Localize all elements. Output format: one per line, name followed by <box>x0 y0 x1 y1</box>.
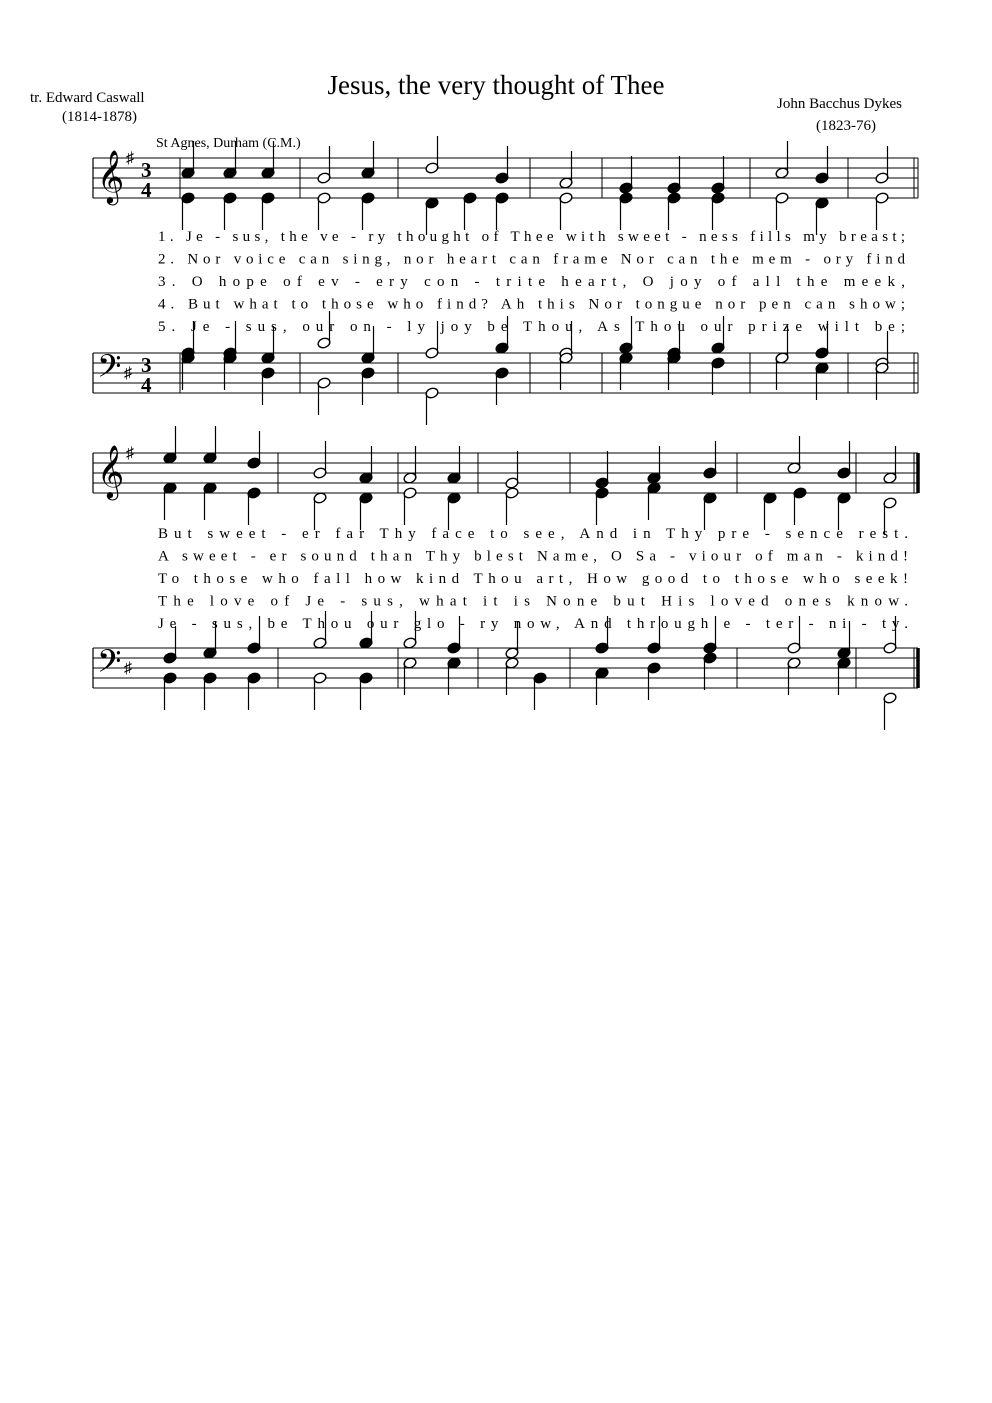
time-sig-lower: 4 <box>141 373 152 397</box>
clefs <box>97 150 124 687</box>
lyric-line-system1-verse-3: 3. O hope of ev - ery con - trite heart, O joy of all the meek, <box>158 274 905 290</box>
treble-clef: 𝄞 <box>97 151 125 202</box>
sharp-icon: ♯ <box>124 660 132 677</box>
lyric-line-system1-verse-1: 1. Je - sus, the ve - ry thought of Thee with sweet - ness fills my breast; <box>158 229 905 245</box>
treble-clef: 𝄞 <box>97 446 125 497</box>
lyric-line-system1-verse-2: 2. Nor voice can sing, nor heart can frame Nor can the mem - ory find <box>158 251 905 268</box>
translator-credit: tr. Edward Caswall <box>30 90 145 106</box>
lyric-line-system2-verse-1: But sweet - er far Thy face to see, And in Thy pre - sence rest. <box>158 526 908 542</box>
sharp-icon: ♯ <box>126 150 134 167</box>
lyric-line-system1-verse-4: 4. But what to those who find? Ah this Nor tongue nor pen can show; <box>158 296 906 313</box>
translator-dates: (1814-1878) <box>62 109 137 125</box>
key-signatures <box>124 150 134 677</box>
tune-name: St Agnes, Durham (C.M.) <box>156 136 301 151</box>
lyric-line-system2-verse-5: Je - sus, be Thou our glo - ry now, And through e - ter - ni - ty. <box>158 616 909 632</box>
time-sig-upper: 3 <box>141 353 152 377</box>
notes <box>163 136 897 730</box>
time-signatures <box>141 158 152 397</box>
lyric-line-system2-verse-2: A sweet - er sound than Thy blest Name, O Sa - viour of man - kind! <box>158 548 909 565</box>
lyric-line-system2-verse-4: The love of Je - sus, what it is None but His loved ones know. <box>158 593 909 610</box>
composer-credit: John Bacchus Dykes <box>777 96 902 112</box>
lyric-line-system1-verse-5: 5. Je - sus, our on - ly joy be Thou, As Thou our prize wilt be; <box>158 319 906 335</box>
bass-clef: 𝄢 <box>97 350 122 392</box>
sharp-icon: ♯ <box>124 365 132 382</box>
sharp-icon: ♯ <box>126 445 134 462</box>
time-sig-upper: 3 <box>141 158 152 182</box>
time-sig-lower: 4 <box>141 178 152 202</box>
lyric-line-system2-verse-3: To those who fall how kind Thou art, How good to those who seek! <box>158 571 909 587</box>
bass-clef: 𝄢 <box>97 645 122 687</box>
composer-dates: (1823-76) <box>816 118 876 134</box>
page-title: Jesus, the very thought of Thee <box>327 70 665 100</box>
lyric-lines <box>158 229 908 632</box>
